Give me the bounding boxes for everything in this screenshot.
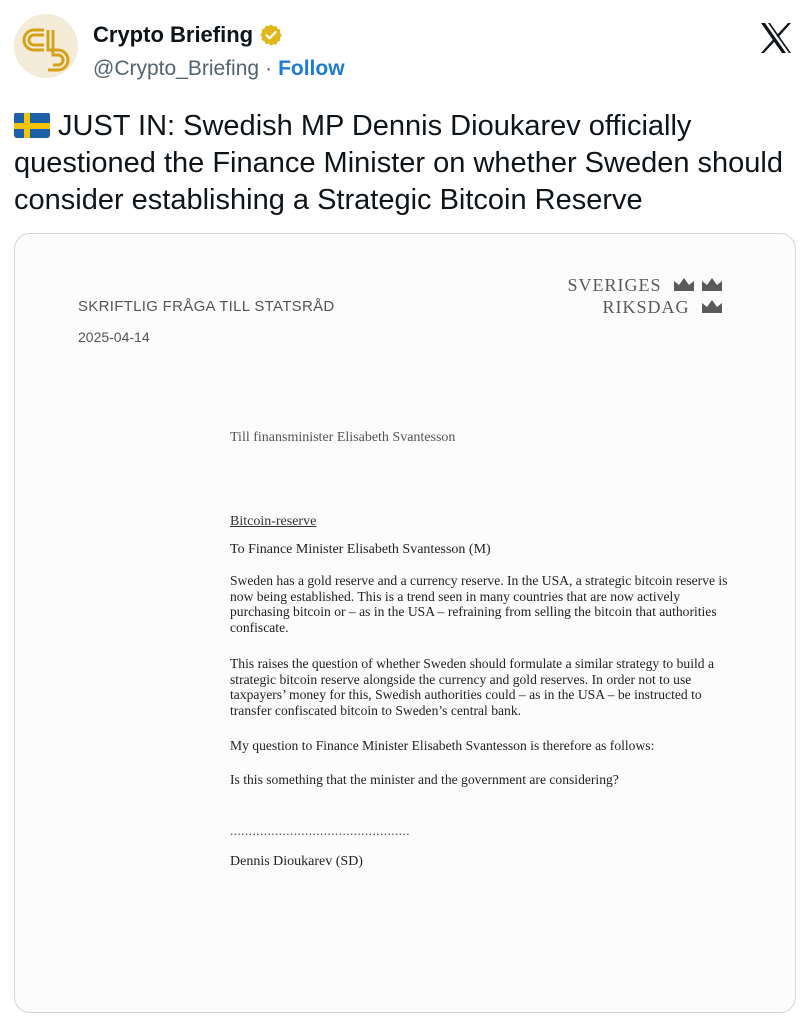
x-logo-icon[interactable] [759, 22, 793, 54]
org-line2: RIKSDAG [602, 297, 690, 317]
document-title-text: Bitcoin-reserve [230, 514, 317, 529]
to-line: To Finance Minister Elisabeth Svantesson (M) [230, 542, 491, 557]
name-row [93, 22, 283, 48]
account-handle[interactable]: @Crypto_Briefing [93, 57, 260, 80]
crypto-briefing-logo-icon [14, 14, 78, 78]
document-date: 2025-04-14 [78, 329, 150, 345]
paragraph: Is this something that the minister and the government are considering? [230, 772, 619, 787]
handle-row [93, 57, 345, 81]
signature-line: ................................................ [230, 823, 410, 838]
riksdag-crown-icon [701, 297, 725, 315]
avatar[interactable] [14, 14, 78, 78]
tweet-media-image[interactable] [14, 233, 796, 1013]
signature: Dennis Dioukarev (SD) [230, 854, 363, 869]
org-line1: SVERIGES [567, 275, 662, 295]
paragraph: My question to Finance Minister Elisabeth Svantesson is therefore as follows: [230, 738, 655, 753]
account-name[interactable]: Crypto Briefing [93, 22, 254, 47]
separator: · [265, 57, 273, 80]
tweet-body: JUST IN: Swedish MP Dennis Dioukarev officially questioned the Finance Minister on whether Sweden should consider establishing a Strategic Bitcoin Reserve [14, 110, 783, 216]
riksdag-logo [567, 274, 725, 318]
paragraph: This raises the question of whether Sweden should formulate a similar strategy to build a strategic bitcoin reserve alongside the currency and gold reserves. In order not to use taxpayers’ money for this, Swedish authorities could – as in the USA – be instructed to transfer confiscated bitcoin to Sweden’s central bank. [230, 656, 714, 718]
verified-badge-icon [259, 23, 283, 47]
sweden-flag-icon [14, 112, 50, 138]
document-header: SKRIFTLIG FRÅGA TILL STATSRÅD [78, 298, 335, 315]
follow-button[interactable]: Follow [278, 57, 345, 80]
document-title [230, 514, 316, 530]
riksdag-crown-icon [673, 275, 725, 293]
paragraph: Sweden has a gold reserve and a currency reserve. In the USA, a strategic bitcoin reserve is now being established. This is a trend seen in many countries that are now actively purchasing bitcoin or – as in the USA – refraining from selling the bitcoin that authorities confiscate. [230, 573, 728, 635]
tweet-header [0, 0, 809, 100]
addressee: Till finansminister Elisabeth Svantesson [230, 430, 456, 445]
tweet-text [14, 108, 794, 219]
